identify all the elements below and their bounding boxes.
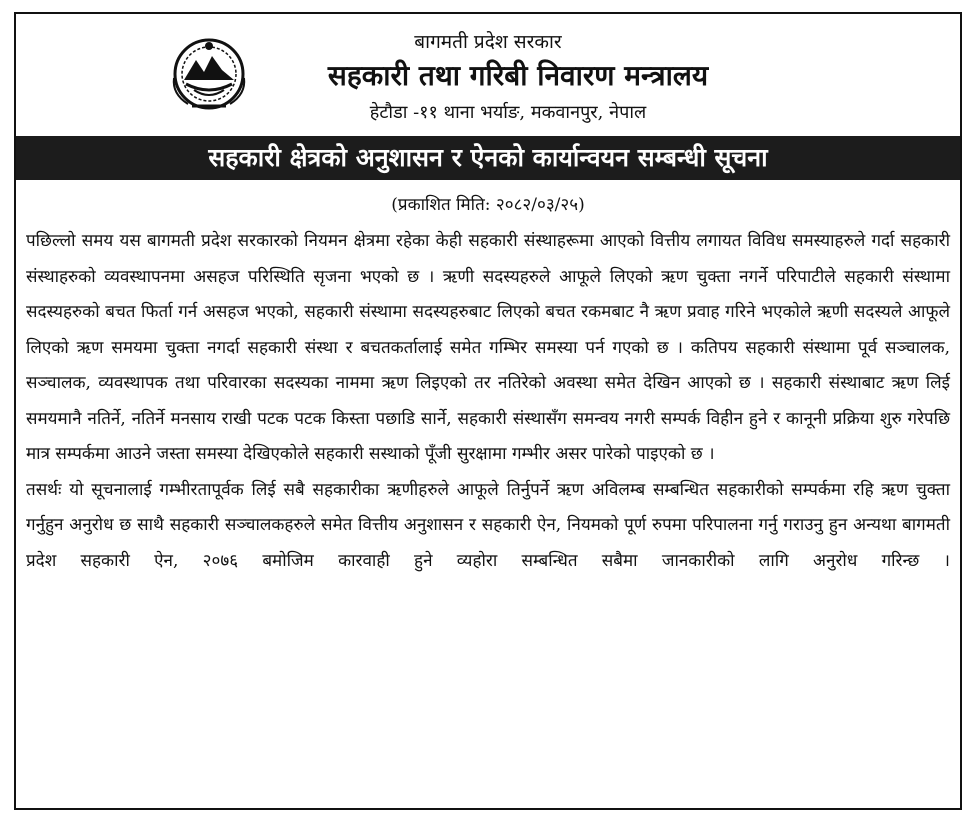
government-name: बागमती प्रदेश सरकार — [414, 31, 562, 53]
notice-frame — [14, 12, 962, 810]
published-date: (प्रकाशित मिति: २०८२/०३/२५) — [391, 195, 585, 215]
ministry-address: हेटौडा -११ थाना भर्याङ, मकवानपुर, नेपाल — [369, 102, 647, 123]
notice-paragraph-2: तसर्थः यो सूचनालाई गम्भीरतापूर्वक लिई सबै सहकारीका ऋणीहरुले आफूले तिर्नुपर्ने ऋण अविलम्ब सम्बन्धित सहकारीको सम्पर्कमा रहि ऋण चुक्ता गर्नुहुन अनुरोध छ साथै सहकारी सञ्चालकहरुले समेत वित्तीय अनुशासन र सहकारी ऐन, नियमको पूर्ण रुपमा परिपालना गर्नु गराउनु हुन अन्यथा बागमती प्रदेश सहकारी ऐन, २०७६ बमोजिम कारवाही हुने व्यहोरा सम्बन्धित सबैमा जानकारीको लागि अनुरोध गरिन्छ । — [26, 479, 950, 571]
notice-header — [16, 14, 960, 132]
ministry-name: सहकारी तथा गरिबी निवारण मन्त्रालय — [327, 59, 709, 92]
notice-body — [26, 224, 950, 579]
notice-paragraph-1: पछिल्लो समय यस बागमती प्रदेश सरकारको नियमन क्षेत्रमा रहेका केही सहकारी संस्थाहरूमा आएको वित्तीय लगायत विविध समस्याहरुले गर्दा सहकारी संस्थाहरुको व्यवस्थापनमा असहज परिस्थिति सृजना भएको छ । ऋणी सदस्यहरुले आफूले लिएको ऋण चुक्ता नगर्ने परिपाटीले सहकारी संस्थामा सदस्यहरुको बचत फिर्ता गर्न असहज भएको, सहकारी संस्थामा सदस्यहरुबाट लिएको बचत रकमबाट नै ऋण प्रवाह गरिने भएकोले ऋणी सदस्यले आफूले लिएको ऋण समयमा चुक्ता नगर्दा सहकारी संस्था र बचतकर्तालाई समेत गम्भिर समस्या पर्न गएको छ । कतिपय सहकारी संस्थामा पूर्व सञ्चालक, सञ्चालक, व्यवस्थापक तथा परिवारका सदस्यका नाममा ऋण लिइएको तर नतिरेको अवस्था समेत देखिन आएको छ । सहकारी संस्थाबाट ऋण लिई समयमानै नतिर्ने, नतिर्ने मनसाय राखी पटक पटक किस्ता पछाडि सार्ने, सहकारी संस्थासँग समन्वय नगरी सम्पर्क विहीन हुने र कानूनी प्रक्रिया शुरु गरेपछि मात्र सम्पर्कमा आउने जस्ता समस्या देखिएकोले सहकारी सस्थाको पूँजी सुरक्षामा गम्भीर असर पारेको पाइएको छ । — [26, 231, 950, 464]
notice-title: सहकारी क्षेत्रको अनुशासन र ऐनको कार्यान्वयन सम्बन्धी सूचना — [16, 136, 960, 180]
